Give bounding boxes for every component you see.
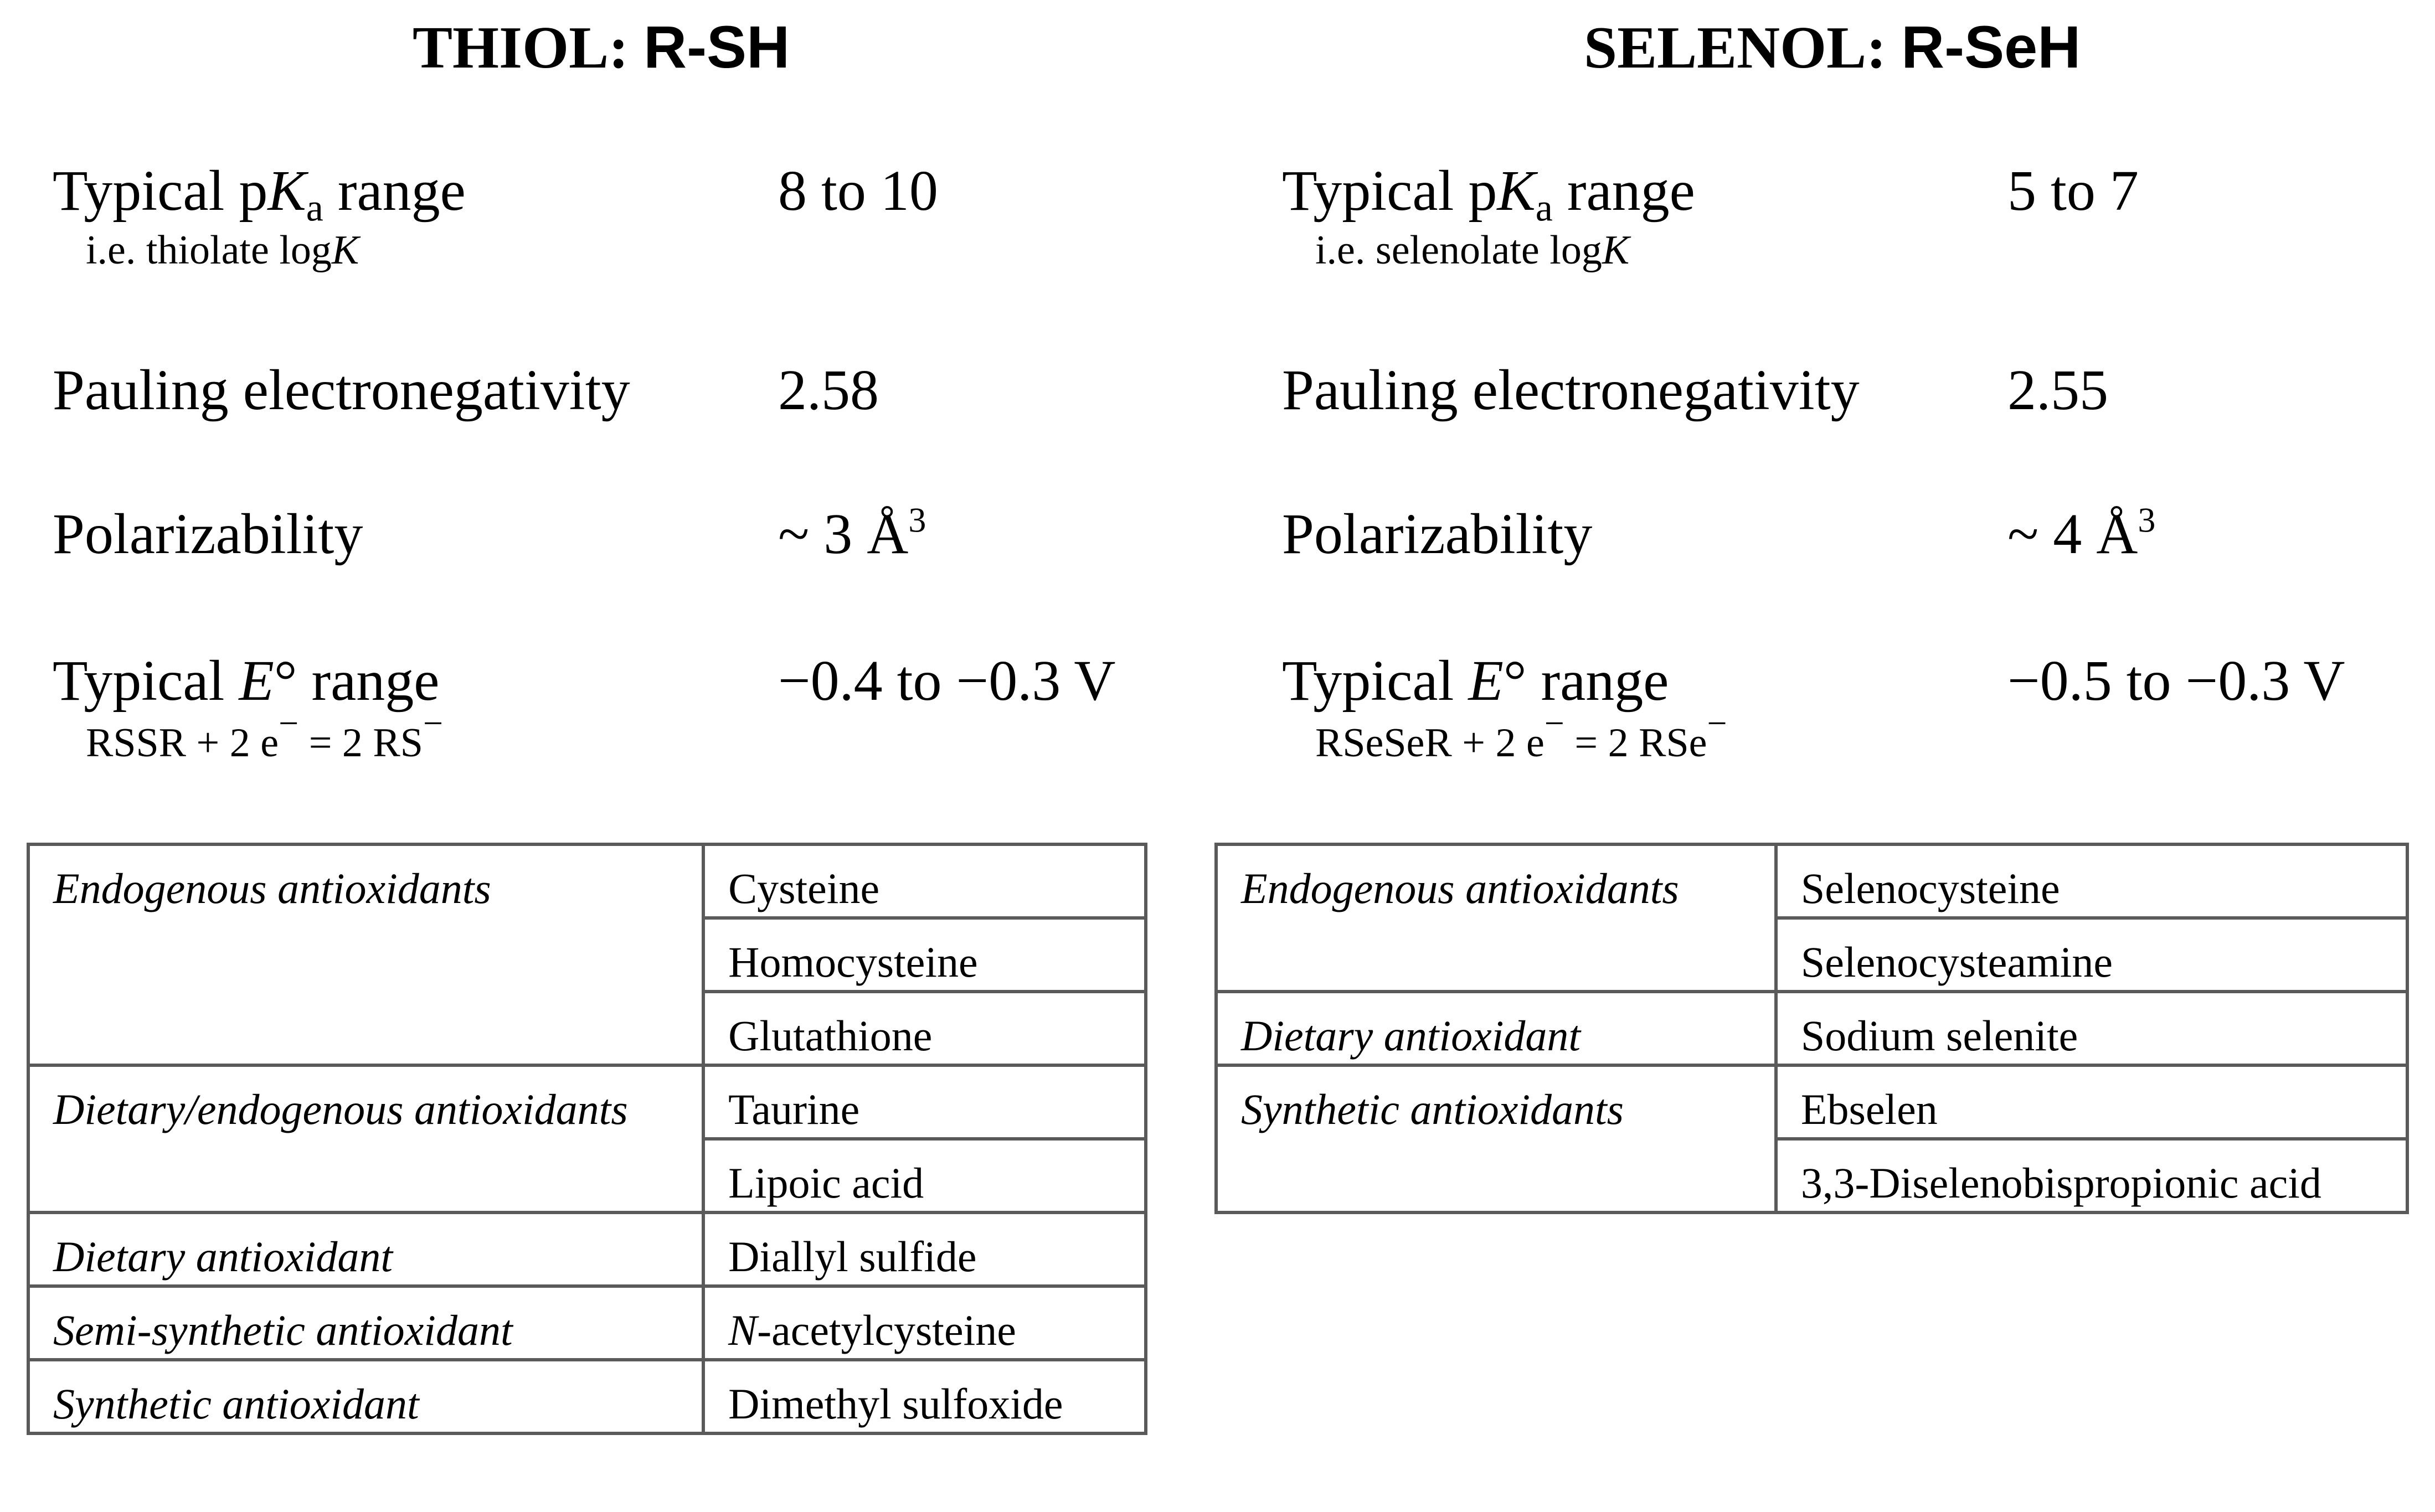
compound-label: Dimethyl sulfoxide [728, 1380, 1063, 1428]
potential-label-post: ° range [274, 649, 440, 713]
category-label: Synthetic antioxidant [53, 1380, 419, 1428]
pka-note-text: i.e. thiolate log [86, 228, 332, 273]
compound-cell [1776, 918, 2407, 992]
compound-cell [1776, 1139, 2407, 1212]
pka-label-k: K [267, 159, 306, 223]
selenol-potential-equation [1315, 703, 1727, 767]
thiol-potential-label [53, 648, 439, 714]
category-label: Endogenous antioxidants [1241, 864, 1679, 912]
compound-label: Diallyl sulfide [728, 1232, 977, 1281]
compound-label: Lipoic acid [728, 1159, 924, 1207]
potential-label-e: E [1468, 649, 1504, 713]
pka-label-post: range [1552, 159, 1695, 223]
thiol-potential-value: −0.4 to −0.3 V [778, 649, 1116, 713]
selenol-title [1218, 11, 2435, 84]
compound-label: Selenocysteamine [1800, 938, 2113, 986]
thiol-potential-equation [86, 703, 444, 767]
compound-cell [1776, 992, 2407, 1065]
selenol-potential-label [1282, 648, 1669, 714]
compound-cell [703, 1360, 1146, 1433]
thiol-antioxidant-table [27, 843, 1147, 1435]
table-row [28, 1065, 1146, 1139]
potential-label-text: Typical [53, 649, 239, 713]
equation-left: RSeSeR + 2 e [1315, 720, 1545, 766]
equation-charge-2: − [423, 703, 444, 743]
category-cell [1216, 1065, 1776, 1212]
category-cell [28, 844, 703, 1065]
pka-label-text: Typical p [53, 159, 268, 223]
polarizability-value-exp: 3 [2138, 500, 2156, 540]
category-label: Endogenous antioxidants [53, 864, 491, 912]
compound-label: Ebselen [1800, 1085, 1938, 1133]
thiol-pka-label [53, 158, 466, 230]
compound-prefix: N [728, 1306, 758, 1354]
thiol-pka-value: 8 to 10 [778, 159, 938, 223]
potential-label-post: ° range [1503, 649, 1669, 713]
equation-left: RSSR + 2 e [86, 720, 279, 766]
compound-label: Taurine [728, 1085, 860, 1133]
category-cell [28, 1065, 703, 1212]
compound-cell [703, 1065, 1146, 1139]
potential-label-e: E [239, 649, 274, 713]
table-row [1216, 1065, 2407, 1139]
pka-label-k: K [1497, 159, 1536, 223]
category-label: Semi-synthetic antioxidant [53, 1306, 513, 1354]
table-row [1216, 992, 2407, 1065]
category-cell [1216, 844, 1776, 992]
category-label: Dietary/endogenous antioxidants [53, 1085, 628, 1133]
potential-label-text: Typical [1282, 649, 1469, 713]
compound-cell [703, 992, 1146, 1065]
equation-charge-2: − [1707, 703, 1727, 743]
thiol-electronegativity-value: 2.58 [778, 358, 879, 422]
compound-cell [703, 918, 1146, 992]
equation-charge-1: − [279, 703, 299, 743]
thiol-title [0, 11, 1191, 84]
selenol-panel [1218, 0, 2435, 1512]
compound-cell [703, 1212, 1146, 1286]
selenol-title-formula: R-SeH [1901, 13, 2081, 80]
compound-label: 3,3-Diselenobispropionic acid [1800, 1159, 2321, 1207]
selenol-polarizability-value [2007, 501, 2155, 567]
compound-label: Sodium selenite [1800, 1012, 2078, 1060]
thiol-title-prefix: THIOL: [413, 15, 629, 81]
category-cell [1216, 992, 1776, 1065]
polarizability-value-text: ~ 4 Å [2007, 502, 2138, 566]
polarizability-value-exp: 3 [908, 500, 926, 540]
pka-label-sub: a [1535, 187, 1553, 230]
category-cell [28, 1360, 703, 1433]
compound-cell [703, 1139, 1146, 1212]
table-row [28, 1212, 1146, 1286]
compound-label: Cysteine [728, 864, 880, 912]
thiol-electronegativity-label: Pauling electronegativity [53, 358, 630, 422]
compound-cell [703, 844, 1146, 918]
compound-label: Selenocysteine [1800, 864, 2060, 912]
compound-cell [703, 1286, 1146, 1360]
table-row [1216, 844, 2407, 918]
selenol-pka-note [1315, 227, 1629, 274]
equation-right: = 2 RS [298, 720, 423, 766]
equation-charge-1: − [1544, 703, 1564, 743]
thiol-pka-note [86, 227, 359, 274]
selenol-electronegativity-value: 2.55 [2007, 358, 2108, 422]
compound-cell [1776, 844, 2407, 918]
table-row [28, 1360, 1146, 1433]
table-row [28, 1286, 1146, 1360]
category-label: Dietary antioxidant [53, 1232, 393, 1281]
pka-note-k: K [331, 228, 359, 273]
thiol-title-formula: R-SH [644, 13, 790, 80]
compound-label: Glutathione [728, 1012, 933, 1060]
table-row [28, 844, 1146, 918]
category-cell [28, 1286, 703, 1360]
selenol-potential-value: −0.5 to −0.3 V [2007, 649, 2345, 713]
compound-label: Homocysteine [728, 938, 978, 986]
pka-label-text: Typical p [1282, 159, 1497, 223]
compound-label [728, 1288, 1144, 1352]
category-cell [28, 1212, 703, 1286]
selenol-pka-value: 5 to 7 [2007, 159, 2139, 223]
selenol-antioxidant-table [1214, 843, 2409, 1214]
pka-note-k: K [1602, 228, 1630, 273]
selenol-title-prefix: SELENOL: [1584, 15, 1887, 81]
category-label: Dietary antioxidant [1241, 1012, 1581, 1060]
pka-label-sub: a [306, 187, 323, 230]
selenol-pka-label [1282, 158, 1695, 230]
equation-right: = 2 RSe [1564, 720, 1707, 766]
thiol-polarizability-value [778, 501, 926, 567]
category-label: Synthetic antioxidants [1241, 1085, 1624, 1133]
pka-note-text: i.e. selenolate log [1315, 228, 1602, 273]
selenol-electronegativity-label: Pauling electronegativity [1282, 358, 1860, 422]
polarizability-value-text: ~ 3 Å [778, 502, 909, 566]
compound-cell [1776, 1065, 2407, 1139]
selenol-polarizability-label: Polarizability [1282, 502, 1593, 566]
pka-label-post: range [323, 159, 466, 223]
compound-rest: -acetylcysteine [757, 1306, 1016, 1354]
thiol-polarizability-label: Polarizability [53, 502, 363, 566]
